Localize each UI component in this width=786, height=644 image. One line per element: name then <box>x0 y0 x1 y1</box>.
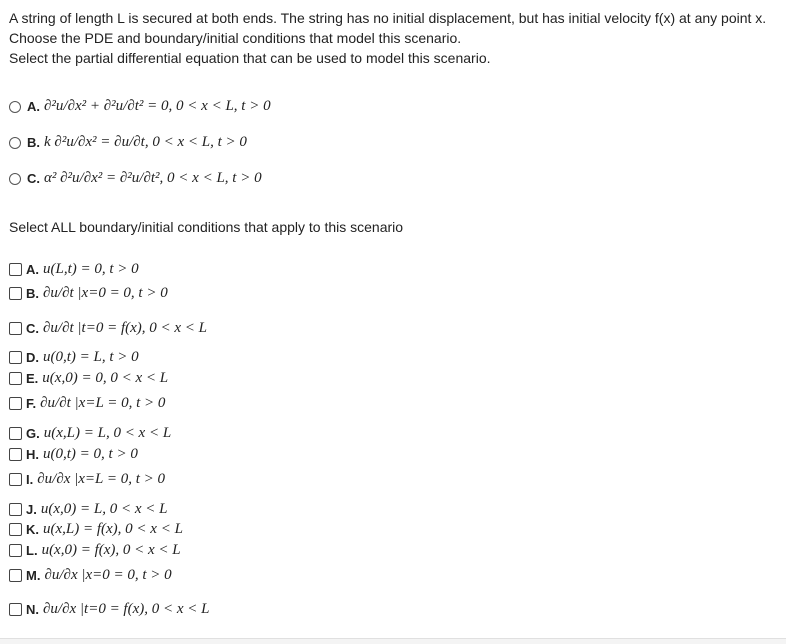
bc-option-b[interactable] <box>9 285 168 302</box>
pde-expression: ∂²u/∂x² + ∂²u/∂t² = 0, 0 < x < L, t > 0 <box>44 98 271 114</box>
bc-expression: ∂u/∂t |t=0 = f(x), 0 < x < L <box>43 320 208 336</box>
bc-expression: u(L,t) = 0, t > 0 <box>43 261 139 277</box>
bc-option-i[interactable] <box>9 471 165 488</box>
checkbox[interactable] <box>9 569 22 582</box>
bottom-divider <box>0 638 786 644</box>
option-letter: F. <box>26 396 37 411</box>
bc-option-k[interactable] <box>9 521 183 538</box>
pde-option-a[interactable] <box>9 98 271 115</box>
pde-option-c[interactable] <box>9 170 262 187</box>
option-letter: K. <box>26 522 39 537</box>
prompt-line-1: A string of length L is secured at both ends. The string has no initial displacement, but has initial velocity f(x) at any point x. <box>9 10 767 26</box>
checkbox[interactable] <box>9 322 22 335</box>
checkbox[interactable] <box>9 473 22 486</box>
checkbox[interactable] <box>9 372 22 385</box>
prompt-line-3: Select the partial differential equation that can be used to model this scenario. <box>9 50 491 66</box>
option-letter: A. <box>27 99 40 114</box>
bc-expression: u(x,0) = L, 0 < x < L <box>40 501 168 517</box>
bc-expression: ∂u/∂x |x=0 = 0, t > 0 <box>44 567 172 583</box>
pde-option-b[interactable] <box>9 134 247 151</box>
bc-option-d[interactable] <box>9 349 139 366</box>
bc-prompt: Select ALL boundary/initial conditions that apply to this scenario <box>9 219 404 235</box>
radio-button[interactable] <box>9 137 21 149</box>
option-letter: M. <box>26 568 41 583</box>
option-letter: L. <box>26 543 38 558</box>
bc-expression: u(x,0) = f(x), 0 < x < L <box>41 542 181 558</box>
checkbox[interactable] <box>9 544 22 557</box>
option-letter: G. <box>26 426 40 441</box>
prompt-line-2: Choose the PDE and boundary/initial conditions that model this scenario. <box>9 30 462 46</box>
bc-expression: u(0,t) = 0, t > 0 <box>43 446 138 462</box>
bc-option-g[interactable] <box>9 425 171 442</box>
bc-expression: u(x,0) = 0, 0 < x < L <box>42 370 169 386</box>
option-letter: B. <box>27 135 40 150</box>
bc-option-h[interactable] <box>9 446 138 463</box>
bc-option-c[interactable] <box>9 320 207 337</box>
bc-expression: u(0,t) = L, t > 0 <box>43 349 139 365</box>
radio-button[interactable] <box>9 173 21 185</box>
pde-expression: α² ∂²u/∂x² = ∂²u/∂t², 0 < x < L, t > 0 <box>44 170 262 186</box>
radio-button[interactable] <box>9 101 21 113</box>
option-letter: B. <box>26 286 39 301</box>
checkbox[interactable] <box>9 448 22 461</box>
checkbox[interactable] <box>9 503 22 516</box>
option-letter: I. <box>26 472 34 487</box>
checkbox[interactable] <box>9 523 22 536</box>
bc-expression: ∂u/∂t |x=L = 0, t > 0 <box>40 395 166 411</box>
bc-option-a[interactable] <box>9 261 139 278</box>
question-prompt <box>9 8 779 68</box>
checkbox[interactable] <box>9 397 22 410</box>
bc-option-m[interactable] <box>9 567 172 584</box>
pde-expression: k ∂²u/∂x² = ∂u/∂t, 0 < x < L, t > 0 <box>44 134 247 150</box>
bc-option-l[interactable] <box>9 542 181 559</box>
bc-option-e[interactable] <box>9 370 168 387</box>
bc-option-j[interactable] <box>9 501 167 518</box>
checkbox[interactable] <box>9 351 22 364</box>
bc-expression: ∂u/∂x |x=L = 0, t > 0 <box>37 471 166 487</box>
option-letter: N. <box>26 602 39 617</box>
option-letter: J. <box>26 502 37 517</box>
checkbox[interactable] <box>9 427 22 440</box>
checkbox[interactable] <box>9 603 22 616</box>
bc-option-f[interactable] <box>9 395 165 412</box>
bc-expression: ∂u/∂x |t=0 = f(x), 0 < x < L <box>43 601 210 617</box>
checkbox[interactable] <box>9 263 22 276</box>
option-letter: C. <box>26 321 39 336</box>
checkbox[interactable] <box>9 287 22 300</box>
bc-option-n[interactable] <box>9 601 210 618</box>
option-letter: A. <box>26 262 39 277</box>
bc-expression: u(x,L) = f(x), 0 < x < L <box>43 521 183 537</box>
option-letter: H. <box>26 447 39 462</box>
option-letter: C. <box>27 171 40 186</box>
bc-expression: u(x,L) = L, 0 < x < L <box>43 425 172 441</box>
option-letter: E. <box>26 371 39 386</box>
bc-expression: ∂u/∂t |x=0 = 0, t > 0 <box>43 285 168 301</box>
option-letter: D. <box>26 350 39 365</box>
